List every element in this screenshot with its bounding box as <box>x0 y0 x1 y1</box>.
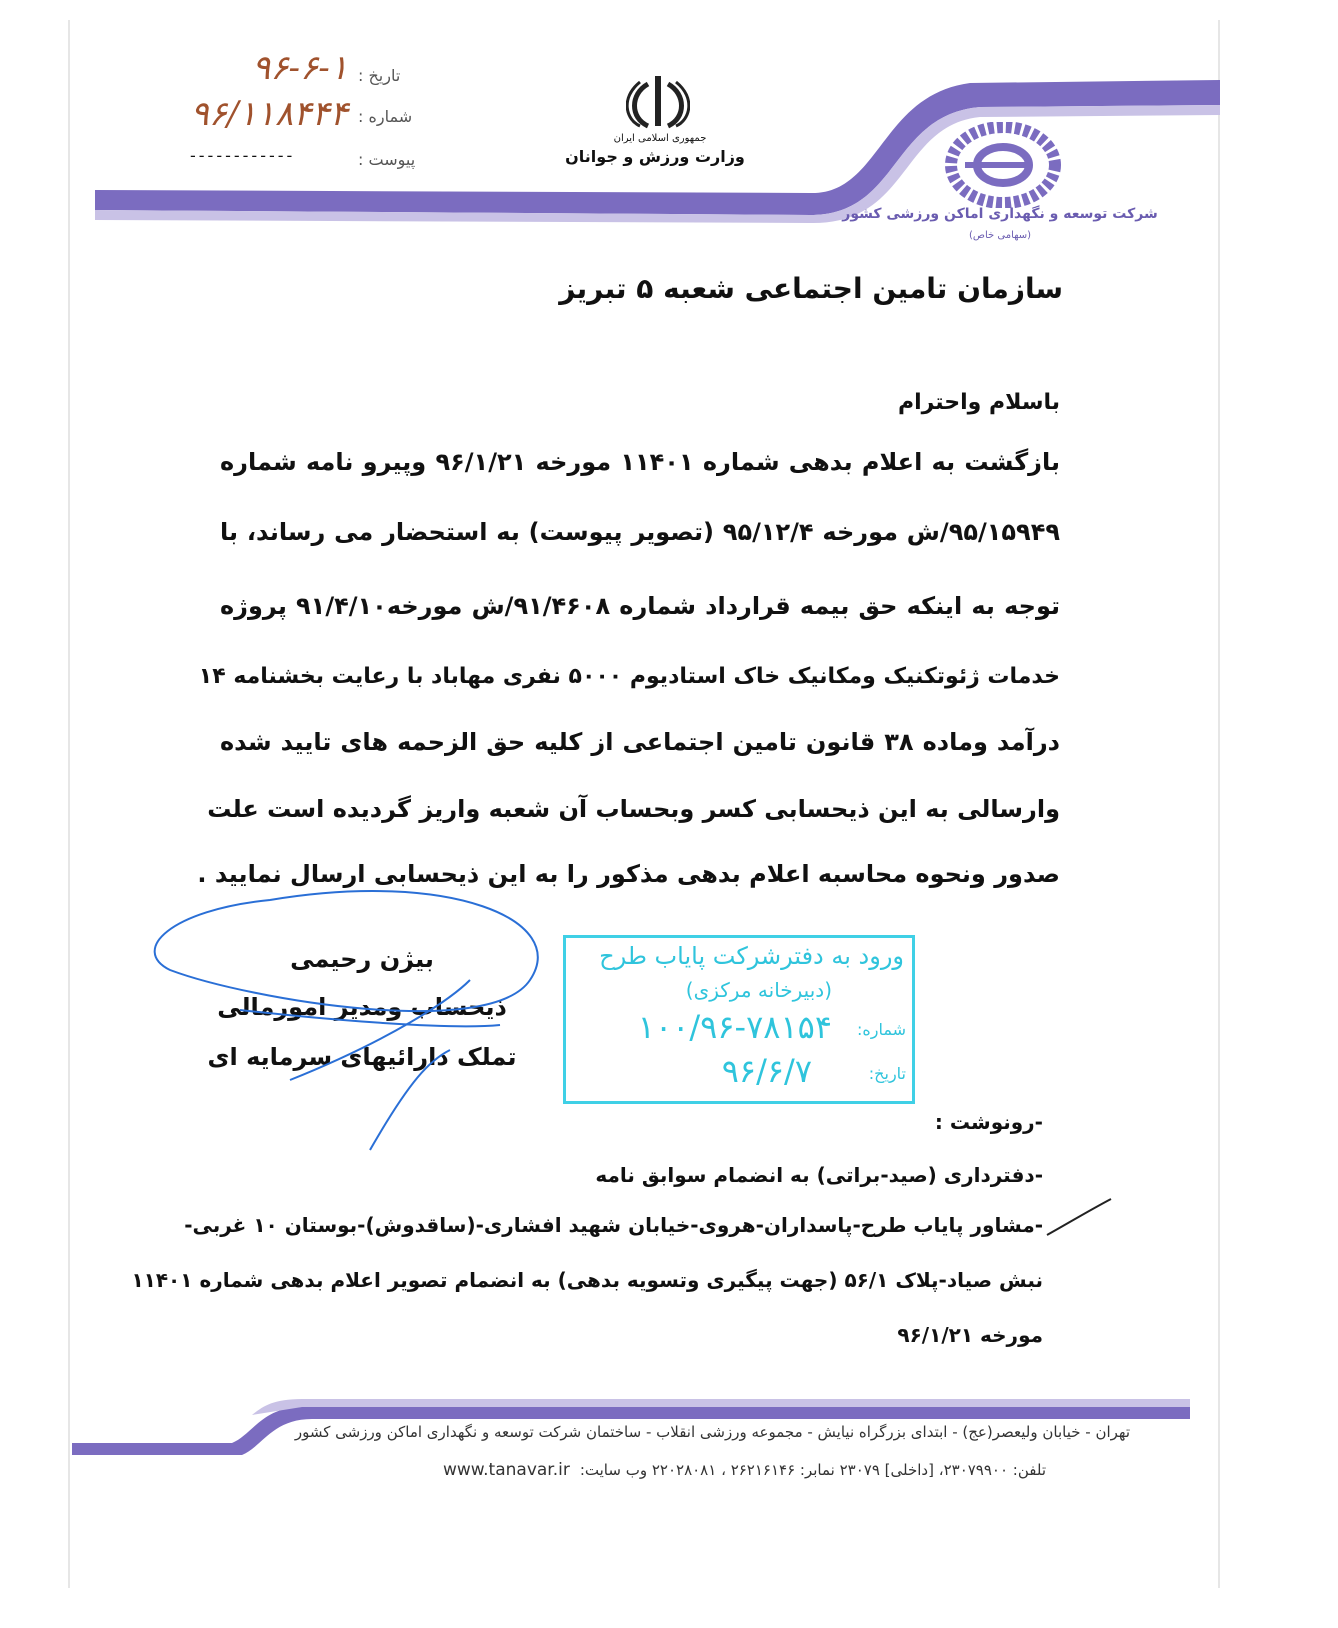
recipient: سازمان تامین اجتماعی شعبه ۵ تبریز <box>559 272 1063 305</box>
footer-address: تهران - خیابان ولیعصر(عج) - ابتدای بزرگراه نیایش - مجموعه ورزشی انقلاب - ساختمان شرکت توسعه و نگهداری اماکن ورزشی کشور <box>294 1423 1130 1441</box>
company-type: (سهامی خاص) <box>968 230 1032 241</box>
emblem-caption: جمهوری اسلامی ایران <box>613 133 707 144</box>
body-line-1: بازگشت به اعلام بدهی شماره ۱۱۴۰۱ مورخه ۹۶/۱/۲۱ وپیرو نامه شماره <box>220 448 1061 476</box>
number-label: شماره : <box>358 107 413 126</box>
stamp-number-label: شماره: <box>856 1020 906 1039</box>
stamp-line-1: ورود به دفترشرکت پایاب طرح <box>599 942 904 970</box>
stamp-number-value: ۱۰۰/۹۶-۷۸۱۵۴ <box>637 1008 832 1046</box>
greeting: باسلام واحترام <box>897 390 1060 415</box>
body-line-6: وارسالی به این ذیحسابی کسر وبحساب آن شعبه واریز گردیده است علت <box>207 795 1060 823</box>
cc-line-4: مورخه ۹۶/۱/۲۱ <box>897 1323 1043 1347</box>
attachment-value: ------------ <box>190 146 296 165</box>
cc-line-2: -مشاور پایاب طرح-پاسداران-هروی-خیابان شهید افشاری-(ساقدوش)-بوستان ۱۰ غربی- <box>184 1213 1043 1237</box>
date-value: ۹۶-۶-۱ <box>251 48 348 88</box>
footer-website-link[interactable]: www.tanavar.ir <box>442 1460 570 1480</box>
date-label: تاریخ : <box>358 66 401 85</box>
received-stamp <box>563 935 915 1104</box>
ministry-name: وزارت ورزش و جوانان <box>565 147 745 166</box>
company-logo-icon <box>945 122 1061 208</box>
number-value: ۹۶/۱۱۸۴۴۴ <box>190 94 348 134</box>
signatory-name: بیژن رحیمی <box>290 945 434 973</box>
signatory-title-1: ذیحساب ومدیر امورمالی <box>217 993 507 1021</box>
body-line-7: صدور ونحوه محاسبه اعلام بدهی مذکور را به این ذیحسابی ارسال نمایید . <box>197 860 1060 888</box>
attachment-label: پیوست : <box>358 150 416 169</box>
iran-emblem-icon <box>626 72 690 130</box>
stamp-date-value: ۹۶/۶/۷ <box>721 1052 812 1090</box>
cc-heading: -رونوشت : <box>934 1110 1043 1134</box>
signatory-title-2: تملک دارائیهای سرمایه ای <box>207 1043 517 1071</box>
body-line-3: توجه به اینکه حق بیمه قرارداد شماره ۹۱/۴۶۰۸/ش مورخه۹۱/۴/۱۰ پروژه <box>220 592 1060 620</box>
footer-contact: تلفن: ۲۳۰۷۹۹۰۰، [داخلی] ۲۳۰۷۹ نمابر: ۲۶۲۱۶۱۴۶ ، ۲۲۰۲۸۰۸۱ وب سایت: <box>579 1461 1046 1479</box>
handwritten-signature <box>150 880 550 1160</box>
company-name: شرکت توسعه و نگهداری اماکن ورزشی کشور <box>842 206 1158 222</box>
scan-edge-left <box>68 20 70 1588</box>
checkmark-icon <box>1045 1195 1115 1240</box>
body-line-5: درآمد وماده ۳۸ قانون تامین اجتماعی از کلیه حق الزحمه های تایید شده <box>220 728 1060 756</box>
cc-line-3: نبش صیاد-پلاک ۵۶/۱ (جهت پیگیری وتسویه بدهی) به انضمام تصویر اعلام بدهی شماره ۱۱۴۰۱ <box>131 1268 1043 1292</box>
body-line-4: خدمات ژئوتکنیک ومکانیک خاک استادیوم ۵۰۰۰ نفری مهاباد با رعایت بخشنامه ۱۴ <box>198 664 1060 689</box>
body-line-2: ۹۵/۱۵۹۴۹/ش مورخه ۹۵/۱۲/۴ (تصویر پیوست) به استحضار می رساند، با <box>220 518 1060 546</box>
footer-contact-row <box>443 1460 1046 1480</box>
stamp-date-label: تاریخ: <box>868 1064 906 1083</box>
cc-line-1: -دفترداری (صید-براتی) به انضمام سوابق نامه <box>595 1163 1043 1187</box>
scan-edge-right <box>1218 20 1220 1588</box>
stamp-line-2: (دبیرخانه مرکزی) <box>685 978 832 1002</box>
